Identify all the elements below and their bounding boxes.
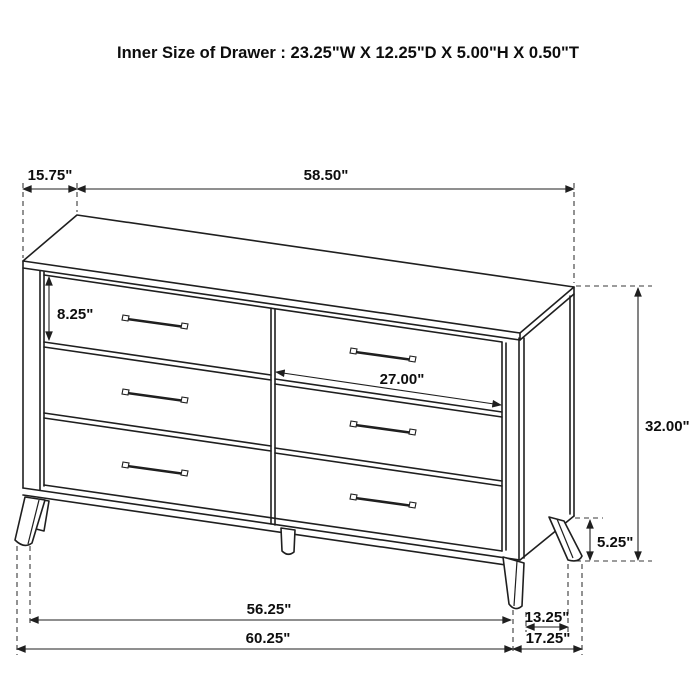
- dim-top-drawer-height: [49, 277, 93, 340]
- dim-label-leg-height: 5.25": [597, 534, 634, 551]
- dim-label-front-feet-span: 56.25": [246, 601, 292, 618]
- dim-label-overall-height: 32.00": [645, 418, 690, 435]
- dim-overall-width-feet: [17, 630, 513, 649]
- diagram-title: Inner Size of Drawer : 23.25"W X 12.25"D X 5.00"H X 0.50"T: [117, 43, 580, 62]
- drawer-dividers: [44, 342, 502, 486]
- dim-side-feet-span: [525, 609, 570, 627]
- drawer-handle-right-1: [350, 348, 416, 362]
- dim-top-depth: [23, 167, 77, 189]
- dresser-top: [23, 215, 574, 340]
- dim-leg-height: [590, 520, 633, 560]
- drawer-handle-left-1: [122, 315, 188, 329]
- back-right-leg: [549, 517, 582, 561]
- dim-label-side-feet-span: 13.25": [524, 609, 570, 626]
- dim-label-overall-depth-feet: 17.25": [525, 630, 571, 647]
- front-left-leg: [15, 497, 49, 545]
- dim-label-top-drawer-height: 8.25": [57, 306, 94, 323]
- dim-top-width: [77, 167, 574, 189]
- dim-label-drawer-width: 27.00": [379, 371, 425, 388]
- drawer-handle-left-3: [122, 462, 188, 476]
- dim-overall-depth-feet: [513, 630, 582, 649]
- center-leg: [281, 528, 295, 554]
- dim-label-top-depth: 15.75": [27, 167, 73, 184]
- dim-front-feet-span: [30, 601, 511, 620]
- front-right-leg: [503, 557, 524, 609]
- dim-label-overall-width-feet: 60.25": [245, 630, 291, 647]
- drawer-handle-right-3: [350, 494, 416, 508]
- dim-overall-height: [638, 288, 690, 560]
- drawer-handle-right-2: [350, 421, 416, 435]
- drawer-handle-left-2: [122, 389, 188, 403]
- dim-label-top-width: 58.50": [303, 167, 349, 184]
